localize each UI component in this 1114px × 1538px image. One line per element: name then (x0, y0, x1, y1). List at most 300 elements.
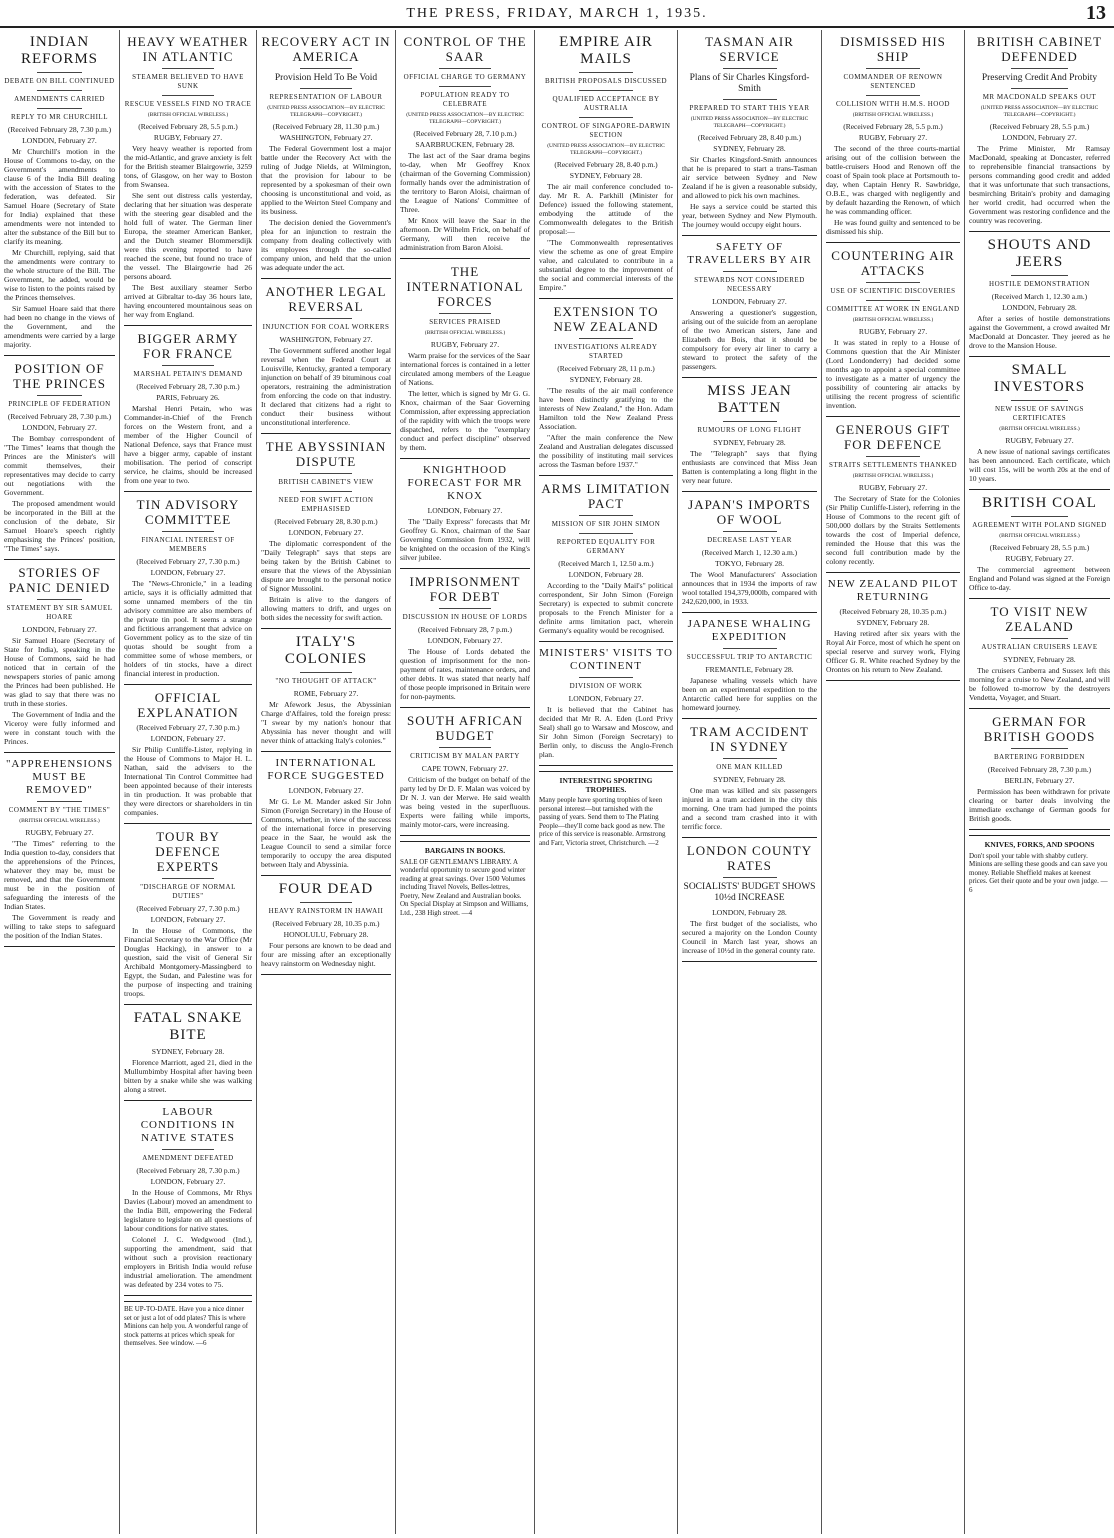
column-1 (0, 30, 120, 1534)
story-deck: PREPARED TO START THIS YEAR (689, 104, 810, 112)
dateline: LONDON, February 28. (1002, 303, 1077, 312)
story-divider (682, 718, 817, 719)
dateline: PARIS, February 26. (156, 393, 220, 402)
story-deck: Provision Held To Be Void (274, 73, 378, 83)
story-paragraph: One man was killed and six passengers injured in a tram accident in the city this morning. One tram had jumped the points and a second tram crashed into it with terrific force. (682, 786, 817, 831)
headline-rule (579, 72, 633, 73)
story-paragraph: Having retired after six years with the Royal Air Force, most of which he spent on special reserve and survey work, Flying Officer G. R. White reached Sydney by the Orontes on his return to New Zealand. (826, 629, 960, 674)
story-divider (4, 355, 115, 356)
story-deck: NEED FOR SWIFT ACTION EMPHASISED (278, 496, 374, 513)
story-paragraph: He says a service could be started this year, between Sydney and New Plymouth. The journey would occupy eight hours. (682, 202, 817, 229)
headline-rule (439, 68, 491, 69)
ad-text: SALE OF GENTLEMAN'S LIBRARY. A wonderful opportunity to secure good winter reading at great savings. Over 1500 Volumes including Travel Novels, Belles-lettres, Poetry, New Zealand and Australian books. On Special Display at Simpson and Williams, Ltd., 238 High street. —4 (400, 857, 529, 917)
story-paragraph: Very heavy weather is reported from the mid-Atlantic, and grave anxiety is felt for the British steamer Blairgowrie, 3259 tons, of Glasgow, on her way to Boston from Swansea. (124, 144, 252, 189)
story-deck: CONTROL OF SINGAPORE-DARWIN SECTION (541, 122, 671, 139)
story-headline: OFFICIAL EXPLANATION (137, 690, 239, 720)
headline-rule (1011, 275, 1067, 276)
headline-rule (300, 88, 352, 89)
news-story (124, 497, 252, 678)
story-deck: BRITISH CABINET'S VIEW (278, 478, 374, 486)
story-headline: TRAM ACCIDENT IN SYDNEY (690, 724, 809, 754)
headline-rule (1011, 638, 1067, 639)
story-divider (261, 751, 391, 752)
story-headline: THE INTERNATIONAL FORCES (406, 264, 524, 309)
story-headline: TASMAN AIR SERVICE (705, 34, 794, 64)
news-story (400, 264, 530, 452)
dateline: LONDON, February 27. (150, 568, 226, 577)
story-divider (124, 823, 252, 824)
story-divider (124, 1100, 252, 1101)
dateline: BERLIN, February 27. (1004, 776, 1075, 785)
headline-rule (1011, 748, 1067, 749)
ad-text: Many people have sporting trophies of keen personal interest—but tarnished with the passing of years. Send them to The Plating People—they'll come back good as new. The price of this service is reasonable. Armstrong and Farr, Victoria street, Christchurch. —2 (539, 796, 666, 847)
headline-rule (1011, 88, 1067, 89)
story-paragraph: Sir Philip Cunliffe-Lister, replying in the House of Commons to Major H. L. Nathan, said the advisers to the International Tin Control Committee had been appointed because of their interests in tin production. It was probable that they were directors or shareholders in tin companies. (124, 745, 252, 817)
dateline: LONDON, February 27. (288, 528, 364, 537)
story-deck: ONE MAN KILLED (716, 763, 783, 771)
story-headline: INTERNATIONAL FORCE SUGGESTED (267, 757, 385, 782)
story-headline: BRITISH CABINET DEFENDED (976, 34, 1103, 64)
story-divider (4, 946, 115, 947)
story-deck: QUALIFIED ACCEPTANCE BY AUSTRALIA (552, 95, 660, 112)
story-divider (969, 356, 1110, 357)
story-divider (400, 258, 530, 259)
headline-rule (723, 68, 777, 69)
dateline: RUGBY, February 27. (430, 340, 500, 349)
headline-rule (1011, 68, 1067, 69)
story-divider (539, 298, 673, 299)
story-divider (539, 475, 673, 476)
headline-rule (723, 99, 777, 100)
story-headline: INDIAN REFORMS (20, 34, 99, 67)
headline-rule (866, 282, 920, 283)
dateline: SYDNEY, February 28. (713, 144, 786, 153)
dateline: LONDON, February 28. (568, 570, 644, 579)
story-divider (682, 491, 817, 492)
story-paragraph: Mr Knox will leave the Saar in the afternoon. Dr Wilhelm Frick, on behalf of Germany, will then receive the administration from Baron Aloisi. (400, 216, 530, 252)
story-deck: COLLISION WITH H.M.S. HOOD (836, 100, 950, 108)
story-deck: USE OF SCIENTIFIC DISCOVERIES (830, 287, 956, 295)
received-line: (Received February 28, 7.30 p.m.) (136, 382, 240, 391)
story-paragraph: The first budget of the socialists, who secured a majority on the London County Council in March last year, shows an increase of 10½d in the general county rate. (682, 919, 817, 955)
story-divider (969, 598, 1110, 599)
news-story (539, 647, 673, 759)
story-paragraph: She sent out distress calls yesterday, declaring that her situation was desperate with the steering gear disabled and the hold full of water. The German liner Europa, the steamer American Banker, and the Dutch steamer Blommersdijk were this evening reported to have reached the scene, but found no trace of the vessel. The Blairgowrie had 26 persons aboard. (124, 191, 252, 281)
story-deck: BARTERING FORBIDDEN (994, 753, 1085, 761)
story-divider (400, 835, 530, 836)
news-story (539, 304, 673, 469)
story-headline: CONTROL OF THE SAAR (403, 34, 527, 64)
story-headline: IMPRISONMENT FOR DEBT (409, 574, 521, 604)
story-paragraph: The Wool Manufacturers' Association announces that in 1934 the imports of raw wool totalled 194,379,000lb, compared with 242,620,000, in 1933. (682, 570, 817, 606)
story-deck: DEBATE ON BILL CONTINUED (4, 77, 115, 85)
story-paragraph: "The results of the air mail conference have been distinctly gratifying to the interests of New Zealand," the Hon. Adam Hamilton told the New Zealand Press Association. (539, 386, 673, 431)
news-story (124, 1106, 252, 1289)
received-line: (Received February 28, 5.5 p.m.) (989, 543, 1090, 552)
story-headline: KNIGHTHOOD FORECAST FOR MR KNOX (407, 464, 523, 502)
dateline: SYDNEY, February 28. (569, 375, 643, 384)
dateline: LONDON, February 27. (150, 915, 226, 924)
news-story (826, 422, 960, 566)
story-paragraph: Answering a questioner's suggestion, arising out of the suicide from an aeroplane of the two American sisters, Jane and Elizabeth du Bois, that it should be compulsory for every air liner to carry a steward to protect the safety of the passengers. (682, 308, 817, 371)
story-paragraph: The Government of India and the Viceroy were fully informed and were in constant touch with the Princes. (4, 710, 115, 746)
column-7 (822, 30, 965, 1534)
story-paragraph: The last act of the Saar drama begins to-day, when Mr Geoffrey Knox (chairman of the Governing Commission) formally hands over the administration of the territory to Baron Aloisi, chairman of the League of Nations' Committee of Three. (400, 151, 530, 214)
agency-credit: (BRITISH OFFICIAL WIRELESS.) (424, 330, 506, 336)
story-paragraph: The Prime Minister, Mr Ramsay MacDonald, speaking at Doncaster, referred to reprehensible financial transactions by persons commanding good credit and added that it was unfortunate that such transactions, besmirching Britain's probity and damaging her world credit, had occurred when the Government was restoring confidence and the country was recovering. (969, 144, 1110, 225)
column-3 (257, 30, 396, 1534)
dateline: LONDON, February 27. (22, 423, 97, 432)
story-paragraph: The "News-Chronicle," in a leading article, says it is officially admitted that some unnamed members of the tin advisory committee are also members of the private tin pool. It seems a strange and fictitious arrangement that advice on Government policy as to the size of tin quotas should be sought from a committee some of whose members, or holders of tin stocks, have a direct financial interest in production. (124, 579, 252, 678)
story-deck: MARSHAL PETAIN'S DEMAND (133, 370, 243, 378)
advertisement (539, 771, 673, 847)
headline-rule (866, 456, 920, 457)
story-paragraph: Four persons are known to be dead and four are missing after an exceptionally heavy rainstorm on Wednesday night. (261, 941, 391, 968)
agency-credit: (BRITISH OFFICIAL WIRELESS.) (999, 426, 1080, 432)
story-deck: CRITICISM BY MALAN PARTY (410, 752, 520, 760)
story-paragraph: "The Times" referring to the India question to-day, considers that the apprehensions of the Princes, whatever they may be, must be removed, and that the Government must be in the position of safeguarding the interests of the Indian States. (4, 839, 115, 911)
story-paragraph: Florence Marriott, aged 21, died in the Mullumbimby Hospital after having been bitten by a snake while she was walking along a street. (124, 1058, 252, 1094)
story-divider (682, 961, 817, 962)
advertisement (124, 1301, 252, 1348)
received-line: (Received February 28, 11.30 p.m.) (272, 122, 380, 131)
news-story (261, 284, 391, 427)
headline-rule (162, 1149, 213, 1150)
dateline: SYDNEY, February 28. (1003, 655, 1076, 664)
column-2 (120, 30, 257, 1534)
headline-rule (439, 608, 491, 609)
story-deck: COMMANDER OF RENOWN SENTENCED (843, 73, 943, 90)
headline-rule (300, 318, 352, 319)
received-line: (Received February 28, 7.10 p.m.) (413, 129, 517, 138)
story-deck: NEW ISSUE OF SAVINGS CERTIFICATES (995, 405, 1084, 422)
story-deck: RUMOURS OF LONG FLIGHT (697, 426, 802, 434)
story-paragraph: The Federal Government lost a major battle under the Recovery Act with the ruling of Judge Nields, at Wilmington, that the provision for labour to be represented by a spokesman of their own choosing is unconstitutional and void, as applied to the Weirton Steel Company and its business. (261, 144, 391, 216)
dateline: WASHINGTON, February 27. (279, 133, 373, 142)
story-deck: STEAMER BELIEVED TO HAVE SUNK (132, 73, 244, 90)
headline-rule (37, 108, 81, 109)
news-story (124, 690, 252, 817)
headline-rule (866, 95, 920, 96)
ad-heading: INTERESTING SPORTING TROPHIES. (559, 776, 653, 794)
story-paragraph: The "Telegraph" says that flying enthusiasts are convinced that Miss Jean Batten is contemplating a long flight in the very near future. (682, 449, 817, 485)
story-divider (539, 641, 673, 642)
story-deck: HEAVY RAINSTORM IN HAWAII (268, 907, 384, 915)
received-line: (Received February 27, 7.30 p.m.) (136, 904, 240, 913)
headline-rule (579, 515, 633, 516)
story-divider (124, 1004, 252, 1005)
story-headline: LABOUR CONDITIONS IN NATIVE STATES (140, 1106, 236, 1144)
news-story (261, 757, 391, 869)
dateline: LONDON, February 27. (150, 734, 226, 743)
dateline: SYDNEY, February 28. (856, 618, 930, 627)
story-paragraph: The proposed amendment would be incorporated in the Bill at the conclusion of the debate, Sir Samuel Hoare's speech rightly emphasising the Princes' position, "The Times" says. (4, 499, 115, 553)
story-headline: LONDON COUNTY RATES (686, 843, 813, 873)
dateline: LONDON, February 27. (22, 136, 97, 145)
dateline: LONDON, February 28. (712, 908, 787, 917)
news-story (124, 331, 252, 485)
news-story (400, 34, 530, 252)
story-deck: STRAITS SETTLEMENTS THANKED (828, 461, 958, 469)
column-5 (535, 30, 678, 1534)
dateline: LONDON, February 27. (712, 297, 787, 306)
received-line: (Received March 1, 12.30 a.m.) (701, 548, 798, 557)
received-line: (Received February 28, 8.40 p.m.) (697, 133, 802, 142)
headline-rule (37, 599, 81, 600)
dateline: RUGBY, February 27. (858, 483, 928, 492)
story-divider (682, 377, 817, 378)
agency-credit: (UNITED PRESS ASSOCIATION—BY ELECTRIC TELEGRAPH—COPYRIGHT.) (267, 105, 385, 118)
column-6 (678, 30, 822, 1534)
story-paragraph: In the House of Commons, Mr Rhys Davies (Labour) moved an amendment to the India Bill, empowering the Federal legislature to legislate on all questions of labour conditions for native states. (124, 1188, 252, 1233)
agency-credit: (BRITISH OFFICIAL WIRELESS.) (852, 112, 934, 118)
story-deck: SERVICES PRAISED (429, 318, 501, 326)
headline-rule (37, 72, 81, 73)
received-line: (Received March 1, 12.50 a.m.) (558, 559, 654, 568)
story-deck: Plans of Sir Charles Kingsford-Smith (689, 73, 810, 94)
story-deck: MR MACDONALD SPEAKS OUT (982, 93, 1097, 101)
story-deck: MISSION OF SIR JOHN SIMON (551, 520, 661, 528)
agency-credit: (BRITISH OFFICIAL WIRELESS.) (19, 818, 100, 824)
story-divider (261, 875, 391, 876)
headline-rule (37, 801, 81, 802)
story-deck: COMMITTEE AT WORK IN ENGLAND (826, 305, 960, 313)
story-headline: BRITISH COAL (982, 495, 1097, 511)
headline-rule (1011, 516, 1067, 517)
received-line: (Received February 28, 11 p.m.) (557, 364, 655, 373)
news-story (261, 634, 391, 745)
headline-rule (439, 747, 491, 748)
story-headline: DISMISSED HIS SHIP (840, 34, 946, 64)
story-divider (124, 325, 252, 326)
story-divider (400, 568, 530, 569)
story-headline: NEW ZEALAND PILOT RETURNING (827, 578, 959, 603)
story-paragraph: It is believed that the Cabinet has decided that Mr R. A. Eden (Lord Privy Seal) shall go to Warsaw and Moscow, and Sir John Simon (Foreign Secretary) to Berlin only, to discuss the Anglo-French plan. (539, 705, 673, 759)
story-headline: JAPANESE WHALING EXPEDITION (687, 618, 812, 643)
story-deck: STATEMENT BY SIR SAMUEL HOARE (6, 604, 113, 621)
story-headline: SOUTH AFRICAN BUDGET (407, 713, 523, 743)
headline-rule (162, 365, 213, 366)
story-paragraph: In the House of Commons, the Financial Secretary to the War Office (Mr Douglas Hacking), in answer to a question, said the visit of General Sir Archibald Montgomery-Massingberd to Egypt, the Sudan, and Palestine was for the purpose of inspecting and training troops. (124, 926, 252, 998)
agency-credit: (BRITISH OFFICIAL WIRELESS.) (852, 317, 934, 323)
story-deck: RESCUE VESSELS FIND NO TRACE (124, 100, 252, 108)
story-headline: STORIES OF PANIC DENIED (8, 565, 111, 595)
news-story (969, 237, 1110, 350)
story-divider (826, 416, 960, 417)
headline-rule (723, 648, 777, 649)
dateline: SYDNEY, February 28. (713, 775, 786, 784)
received-line: (Received February 28, 7.30 p.m.) (7, 412, 112, 421)
dateline: SYDNEY, February 28. (151, 1047, 225, 1056)
story-paragraph: Japanese whaling vessels which have been on an experimental expedition to the Antarctic called here for supplies on the homeward journey. (682, 676, 817, 712)
headline-rule (723, 421, 777, 422)
story-deck: REPRESENTATION OF LABOUR (269, 93, 383, 101)
received-line: (Received February 28, 7.30 p.m.) (987, 765, 1092, 774)
story-deck: REPLY TO MR CHURCHILL (11, 113, 108, 121)
agency-credit: (UNITED PRESS ASSOCIATION—BY ELECTRIC TELEGRAPH—COPYRIGHT.) (690, 116, 809, 129)
dateline: LONDON, February 27. (150, 1177, 226, 1186)
story-deck: POPULATION READY TO CELEBRATE (420, 91, 510, 108)
received-line: (Received February 28, 10.35 p.m.) (839, 607, 947, 616)
story-paragraph: It was stated in reply to a House of Commons question that the Air Minister (Lord Londonderry) had decided some months ago to appoint a special committee to investigate as a matter of urgency the possibility of countering air attacks by utilising the recent progress of scientific invention. (826, 338, 960, 410)
headline-rule (723, 758, 777, 759)
story-divider (4, 559, 115, 560)
dateline: LONDON, February 27. (427, 636, 503, 645)
story-deck: OFFICIAL CHARGE TO GERMANY (403, 73, 527, 81)
story-headline: MINISTERS' VISITS TO CONTINENT (539, 647, 673, 672)
story-paragraph: The second of the three courts-martial arising out of the collision between the battle-cruisers Hood and Renown off the coast of Spain took place at Portsmouth to-day, when Captain Henry R. Sawbridge, O.B.E., was charged with negligently and by default hazarding the Renown, of which he was commanding officer. (826, 144, 960, 216)
news-story (682, 843, 817, 955)
masthead-title: THE PRESS, FRIDAY, MARCH 1, 1935. (406, 6, 708, 21)
story-paragraph: Sir Samuel Hoare (Secretary of State for India), speaking in the House of Commons, said he had noticed that in certain of the newspapers stories of panic among the Princes had been published. He was glad to say that there was no truth in these stories. (4, 636, 115, 708)
headline-rule (866, 68, 920, 69)
news-story (969, 604, 1110, 702)
story-headline: JAPAN'S IMPORTS OF WOOL (688, 497, 811, 527)
story-divider (124, 684, 252, 685)
story-paragraph: Mr G. Le M. Mander asked Sir John Simon (Foreign Secretary) in the House of Commons, whether, in view of the success of the international force in preserving peace in the Saar, he would ask the League Council to send a similar force temporarily to occupy the area disputed between Italy and Abyssinia. (261, 797, 391, 869)
dateline: FREMANTLE, February 28. (705, 665, 794, 674)
dateline: CAPE TOWN, February 27. (421, 764, 509, 773)
story-divider (826, 572, 960, 573)
headline-rule (579, 677, 633, 678)
received-line: (Received February 28, 8.30 p.m.) (274, 517, 378, 526)
received-line: (Received February 28, 5.5 p.m.) (989, 122, 1090, 131)
dateline: LONDON, February 27. (1002, 133, 1077, 142)
received-line: (Received February 28, 8.40 p.m.) (554, 160, 658, 169)
headline-rule (579, 533, 633, 534)
received-line: (Received February 28, 5.5 p.m.) (138, 122, 238, 131)
story-paragraph: The diplomatic correspondent of the "Daily Telegraph" says that steps are being taken by the British Cabinet to ensure that the views of the Abyssinian dispute are brought to the personal notice of Signor Mussolini. (261, 539, 391, 593)
dateline: LONDON, February 27. (288, 786, 364, 795)
story-headline: MISS JEAN BATTEN (707, 383, 792, 416)
story-headline: TO VISIT NEW ZEALAND (990, 604, 1089, 634)
story-deck: AMENDMENT DEFEATED (142, 1154, 234, 1162)
story-deck: SOCIALISTS' BUDGET SHOWS 10½d INCREASE (683, 882, 816, 903)
headline-rule (723, 271, 777, 272)
story-headline: THE ABYSSINIAN DISPUTE (265, 439, 387, 469)
story-headline: GENEROUS GIFT FOR DEFENCE (835, 422, 951, 452)
news-story (4, 361, 115, 553)
story-paragraph: Mr Churchill, replying, said that the amendments were contrary to the whole structure of the Bill. The Government, he added, would be wise to listen to the points raised by the Princes themselves. (4, 248, 115, 302)
dateline: TOKYO, February 28. (714, 559, 785, 568)
headline-rule (162, 531, 213, 532)
headline-rule (37, 395, 81, 396)
headline-rule (1011, 400, 1067, 401)
headline-rule (300, 902, 352, 903)
story-deck: INJUNCTION FOR COAL WORKERS (262, 323, 390, 331)
headline-rule (579, 338, 633, 339)
headline-rule (162, 878, 213, 879)
headline-rule (439, 86, 491, 87)
story-headline: SMALL INVESTORS (993, 362, 1086, 395)
story-divider (261, 974, 391, 975)
story-headline: FOUR DEAD (278, 881, 374, 897)
news-story (826, 578, 960, 674)
headline-rule (439, 313, 491, 314)
column-8 (965, 30, 1114, 1534)
story-deck: PRINCIPLE OF FEDERATION (8, 400, 111, 408)
headline-rule (162, 68, 213, 69)
news-story (400, 464, 530, 562)
story-deck: FINANCIAL INTEREST OF MEMBERS (141, 536, 235, 553)
received-line: (Received March 1, 12.30 a.m.) (991, 292, 1088, 301)
headline-rule (866, 300, 920, 301)
news-story (4, 34, 115, 349)
dateline: HONOLULU, February 28. (283, 930, 369, 939)
dateline: RUGBY, February 27. (1005, 554, 1074, 563)
story-deck: DECREASE LAST YEAR (707, 536, 792, 544)
news-story (4, 758, 115, 940)
story-paragraph: The "Daily Express" forecasts that Mr Geoffrey G. Knox, chairman of the Saar Governing Commission from 1932, will be knighted on the occasion of the King's silver jubilee. (400, 517, 530, 562)
story-paragraph: The Best auxiliary steamer Serbo arrived at Gibraltar to-day 36 hours late, having encountered mountainous seas on her way from England. (124, 283, 252, 319)
story-deck: INVESTIGATIONS ALREADY STARTED (554, 343, 658, 360)
story-deck: AGREEMENT WITH POLAND SIGNED (972, 521, 1107, 529)
dateline: WASHINGTON, February 27. (279, 335, 373, 344)
news-story (969, 714, 1110, 823)
headline-rule (300, 672, 352, 673)
story-paragraph: "The Commonwealth representatives view the scheme as one of great Empire value, and calculated to contribute in a substantial degree to the improvement of the social and commercial interests of the Empire." (539, 238, 673, 292)
story-headline: EXTENSION TO NEW ZEALAND (553, 304, 659, 334)
story-headline: GERMAN FOR BRITISH GOODS (983, 714, 1096, 744)
news-story (400, 574, 530, 701)
headline-rule (723, 531, 777, 532)
story-deck: "DISCHARGE OF NORMAL DUTIES" (140, 883, 236, 900)
story-divider (400, 458, 530, 459)
story-paragraph: The air mail conference concluded to-day. Mr R. A. Parkhill (Minister for Defence) issued the following statement, embodying the attitude of the Commonwealth delegates to the British proposal:— (539, 182, 673, 236)
story-divider (682, 612, 817, 613)
received-line: (Received February 28, 10.35 p.m.) (272, 919, 380, 928)
dateline: LONDON, February 27. (568, 694, 644, 703)
page-number: 13 (1086, 2, 1106, 24)
news-story (969, 495, 1110, 592)
story-divider (682, 837, 817, 838)
story-paragraph: Sir Charles Kingsford-Smith announces that he is prepared to start a trans-Tasman air service between Sydney and New Zealand if he is given a reasonable subsidy, and allowed to pick his own machines. (682, 155, 817, 200)
story-paragraph: The letter, which is signed by Mr G. G. Knox, chairman of the Saar Governing Commission, after expressing appreciation of the rapidity with which the troops were dispatched, refers to the "exemplary conduct and perfect discipline" observed by them. (400, 389, 530, 452)
news-story (261, 34, 391, 272)
story-divider (826, 680, 960, 681)
story-divider (400, 707, 530, 708)
story-deck: HOSTILE DEMONSTRATION (989, 280, 1090, 288)
story-deck: BRITISH PROPOSALS DISCUSSED (544, 77, 668, 85)
story-divider (969, 829, 1110, 830)
ad-heading: KNIVES, FORKS, AND SPOONS (984, 840, 1095, 849)
headline-rule (37, 90, 81, 91)
story-headline: ANOTHER LEGAL REVERSAL (265, 284, 387, 314)
news-story (969, 34, 1110, 225)
story-paragraph: The cruisers Canberra and Sussex left this morning for a cruise to New Zealand, and will be followed to-morrow by the destroyers Vendetta, Voyager, and Stuart. (969, 666, 1110, 702)
story-headline: RECOVERY ACT IN AMERICA (261, 34, 391, 64)
headline-rule (300, 491, 352, 492)
story-headline: SAFETY OF TRAVELLERS BY AIR (687, 241, 812, 266)
story-divider (826, 242, 960, 243)
received-line: (Received February 28, 7 p.m.) (418, 625, 512, 634)
story-divider (4, 752, 115, 753)
ad-text: Don't spoil your table with shabby cutlery. Minions are selling these goods and can save you money. Reliable Sheffield makes at keenest prices. Get their quote and be your own judge. —6 (969, 851, 1108, 894)
news-story (261, 439, 391, 622)
received-line: (Received February 27, 7.30 p.m.) (136, 557, 240, 566)
story-paragraph: The House of Lords debated the question of imprisonment for the non-payment of rates, maintenance orders, and other debts. It was stated that nearly half of those people imprisoned in Britain were for non-payments. (400, 647, 530, 701)
story-paragraph: Mr Churchill's motion in the House of Commons to-day, on the Government's amendments to clause 6 of the India Bill dealing with the accession of States to the federation, was defeated. Sir Samuel Hoare (Secretary of State for India) explained that these amendments were not intended to alter the substance of the Bill but to clarify its meaning. (4, 147, 115, 246)
story-paragraph: Britain is alive to the dangers of allowing matters to drift, and urges on both sides the necessity for swift action. (261, 595, 391, 622)
news-story (826, 34, 960, 236)
story-paragraph: The Secretary of State for the Colonies (Sir Philip Cunliffe-Lister), referring in the House of Commons to the recent gift of 500,000 dollars by the Straits Settlements towards the cost of Imperial defence, reminded the House that this was the second full contribution made by the colony recently. (826, 494, 960, 566)
story-paragraph: The Government suffered another legal reversal when the Federal Court at Louisville, Kentucky, granted a temporary injunction on behalf of 39 bituminous coal operators, restraining the administration from enforcing the code on that industry. It declared that citizens had a right to conduct their business without unconstitutional interference. (261, 346, 391, 427)
news-story (124, 34, 252, 319)
story-divider (969, 231, 1110, 232)
story-headline: ITALY'S COLONIES (284, 634, 368, 667)
received-line: (Received February 28, 7.30 p.m.) (7, 125, 112, 134)
dateline: LONDON, February 27. (427, 506, 503, 515)
